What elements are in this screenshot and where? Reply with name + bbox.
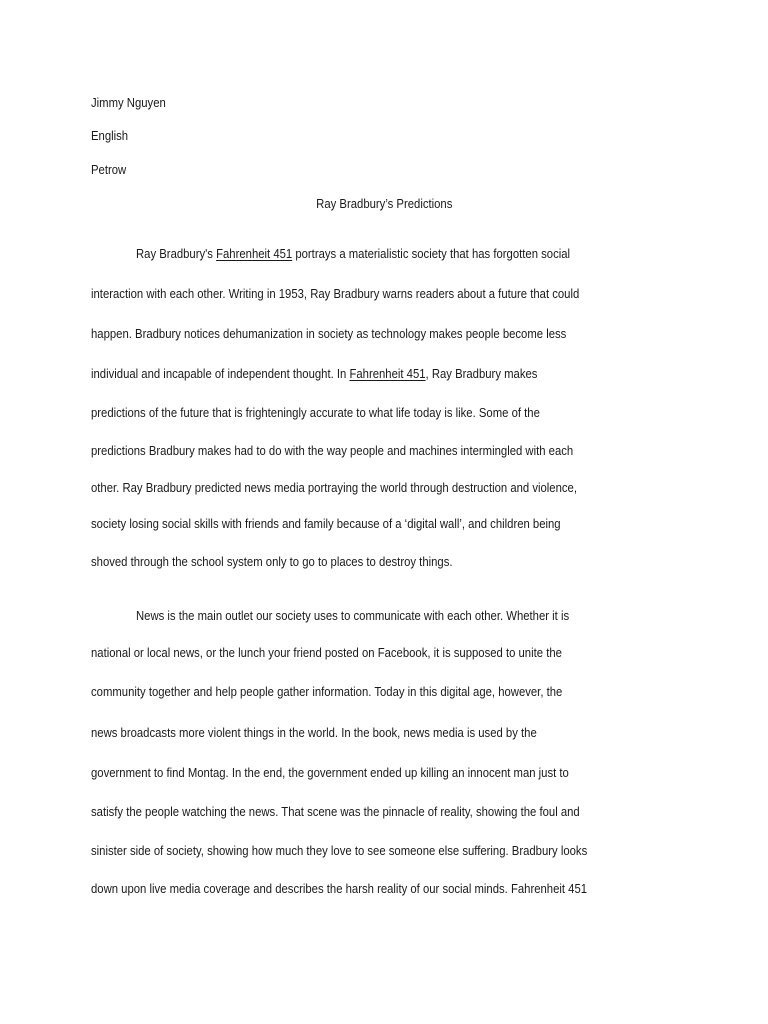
text-line bbox=[91, 554, 453, 570]
text-segment: community together and help people gather information. Today in this digital age, however, the bbox=[91, 684, 563, 699]
text-segment: interaction with each other. Writing in 1953, Ray Bradbury warns readers about a future that could bbox=[91, 286, 580, 301]
text-segment: shoved through the school system only to go to places to destroy things. bbox=[91, 554, 453, 569]
text-segment: national or local news, or the lunch your friend posted on Facebook, it is supposed to unite the bbox=[91, 645, 562, 660]
text-segment: Ray Bradbury's bbox=[136, 246, 217, 261]
text-segment: news broadcasts more violent things in the world. In the book, news media is used by the bbox=[91, 725, 537, 740]
text-line bbox=[91, 684, 562, 700]
text-segment: sinister side of society, showing how much they love to see someone else suffering. Bradbury looks bbox=[91, 843, 588, 858]
text-line bbox=[91, 881, 587, 897]
text-segment: other. Ray Bradbury predicted news media portraying the world through destruction and violence, bbox=[91, 480, 577, 495]
text-line bbox=[91, 645, 562, 661]
text-line bbox=[91, 286, 579, 302]
essay-title bbox=[0, 196, 768, 212]
text-segment: individual and incapable of independent thought. In bbox=[91, 366, 350, 381]
text-line bbox=[91, 843, 587, 859]
instructor-name: Petrow bbox=[91, 162, 127, 177]
book-title: Fahrenheit 451 bbox=[349, 366, 426, 381]
text-line bbox=[91, 765, 569, 781]
text-segment: satisfy the people watching the news. That scene was the pinnacle of reality, showing the foul and bbox=[91, 804, 580, 819]
text-line bbox=[136, 608, 569, 624]
text-line bbox=[91, 326, 566, 342]
text-segment: down upon live media coverage and describes the harsh reality of our social minds. Fahrenheit 451 bbox=[91, 881, 588, 896]
text-line bbox=[136, 246, 570, 262]
text-segment: , Ray Bradbury makes bbox=[425, 366, 538, 381]
text-segment: predictions of the future that is frighteningly accurate to what life today is like. Some of the bbox=[91, 405, 540, 420]
author-name: Jimmy Nguyen bbox=[91, 95, 166, 110]
text-line bbox=[91, 804, 580, 820]
text-segment: predictions Bradbury makes had to do with the way people and machines intermingled with each bbox=[91, 443, 574, 458]
text-segment: portrays a materialistic society that has forgotten social bbox=[292, 246, 571, 261]
text-line bbox=[91, 725, 537, 741]
text-segment: society losing social skills with friends and family because of a ‘digital wall’, and children being bbox=[91, 516, 561, 531]
text-line bbox=[91, 516, 561, 532]
essay-title-text: Ray Bradbury’s Predictions bbox=[315, 196, 453, 211]
text-line bbox=[91, 480, 577, 496]
text-segment: happen. Bradbury notices dehumanization in society as technology makes people become less bbox=[91, 326, 567, 341]
text-line bbox=[91, 405, 540, 421]
text-segment: government to find Montag. In the end, the government ended up killing an innocent man just to bbox=[91, 765, 569, 780]
text-line bbox=[91, 366, 537, 382]
book-title: Fahrenheit 451 bbox=[216, 246, 293, 261]
text-segment: News is the main outlet our society uses to communicate with each other. Whether it is bbox=[136, 608, 570, 623]
text-line bbox=[91, 443, 573, 459]
course-name: English bbox=[91, 128, 129, 143]
